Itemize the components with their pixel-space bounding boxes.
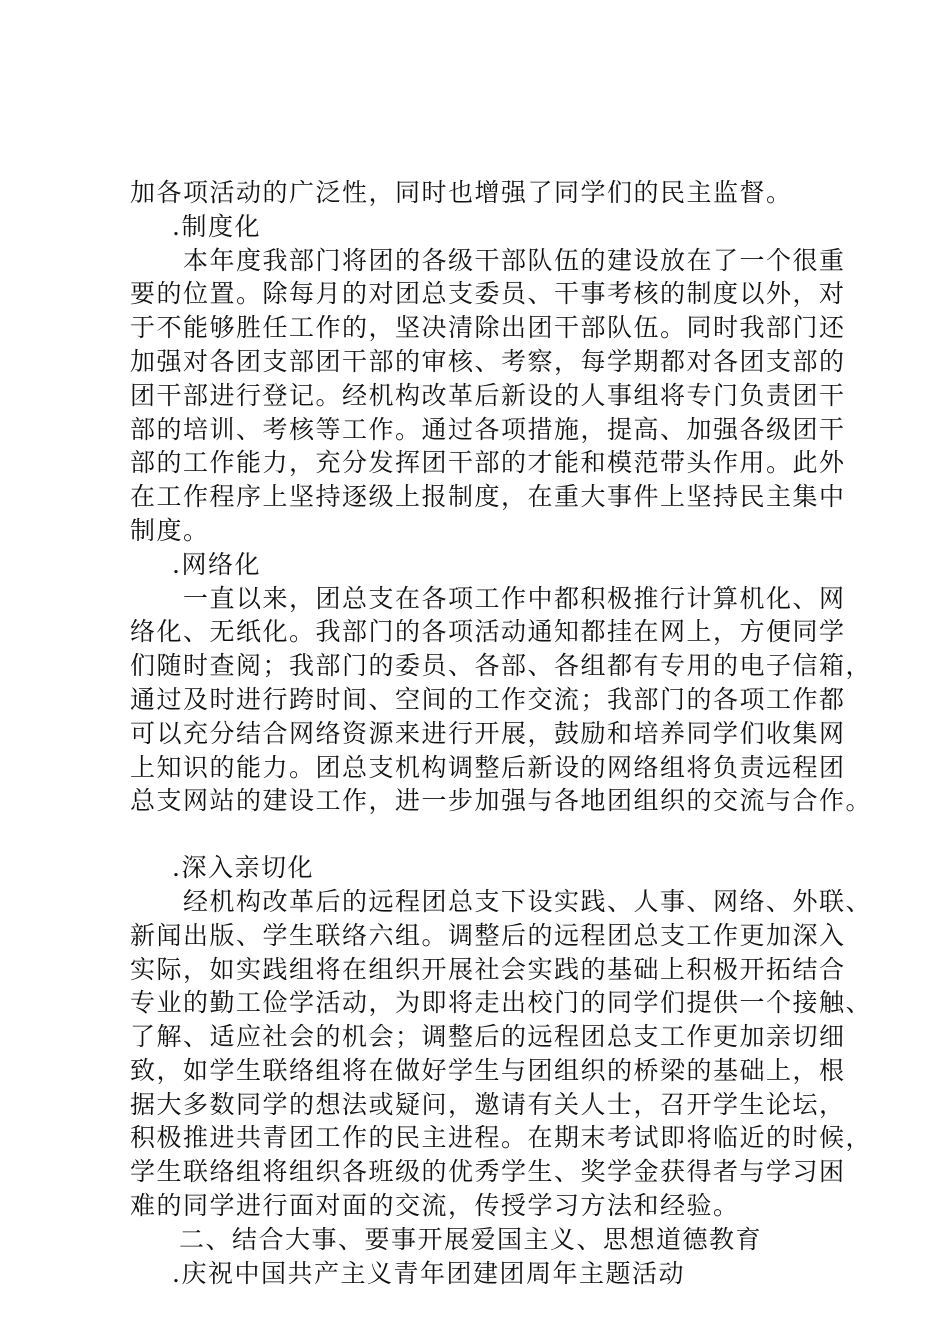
- text-line: 在工作程序上坚持逐级上报制度，在重大事件上坚持民主集中: [130, 482, 846, 511]
- text-line: 上知识的能力。团总支机构调整后新设的网络组将负责远程团: [130, 753, 846, 782]
- text-line: 本年度我部门将团的各级干部队伍的建设放在了一个很重: [183, 246, 846, 275]
- text-line: 通过及时进行跨时间、空间的工作交流；我部门的各项工作都: [130, 685, 846, 714]
- text-line: 据大多数同学的想法或疑问，邀请有关人士，召开学生论坛，: [130, 1090, 846, 1119]
- text-line: 难的同学进行面对面的交流，传授学习方法和经验。: [130, 1191, 740, 1220]
- text-line: 络化、无纸化。我部门的各项活动通知都挂在网上，方便同学: [130, 617, 846, 646]
- text-line: 一直以来，团总支在各项工作中都积极推行计算机化、网: [183, 584, 846, 613]
- text-line: 总支网站的建设工作，进一步加强与各地团组织的交流与合作。: [130, 786, 873, 815]
- text-line: 积极推进共青团工作的民主进程。在期末考试即将临近的时候，: [130, 1123, 873, 1152]
- text-line: 部的培训、考核等工作。通过各项措施，提高、加强各级团干: [130, 415, 846, 444]
- text-line: 学生联络组将组织各班级的优秀学生、奖学金获得者与学习困: [130, 1157, 846, 1186]
- text-line: 们随时查阅；我部门的委员、各部、各组都有专用的电子信箱，: [130, 651, 873, 680]
- text-line: 了解、适应社会的机会；调整后的远程团总支工作更加亲切细: [130, 1022, 846, 1051]
- section-heading: 二、结合大事、要事开展爱国主义、思想道德教育: [179, 1225, 763, 1254]
- text-line: 实际，如实践组将在组织开展社会实践的基础上积极开拓结合: [130, 955, 846, 984]
- section-heading: .网络化: [172, 550, 261, 579]
- text-line: 加强对各团支部团干部的审核、考察，每学期都对各团支部的: [130, 347, 846, 376]
- text-line: 于不能够胜任工作的，坚决清除出团干部队伍。同时我部门还: [130, 313, 846, 342]
- section-heading: .庆祝中国共产主义青年团建团周年主题活动: [172, 1259, 685, 1288]
- section-heading: .深入亲切化: [172, 853, 314, 882]
- text-line: 专业的勤工俭学活动，为即将走出校门的同学们提供一个接触、: [130, 988, 873, 1017]
- text-line: 新闻出版、学生联络六组。调整后的远程团总支工作更加深入: [130, 921, 846, 950]
- text-line: 团干部进行登记。经机构改革后新设的人事组将专门负责团干: [130, 381, 846, 410]
- text-line: 经机构改革后的远程团总支下设实践、人事、网络、外联、: [183, 887, 873, 916]
- text-line: 制度。: [130, 516, 210, 545]
- section-heading: .制度化: [172, 212, 261, 241]
- text-line: 可以充分结合网络资源来进行开展，鼓励和培养同学们收集网: [130, 719, 846, 748]
- text-line: 要的位置。除每月的对团总支委员、干事考核的制度以外，对: [130, 279, 846, 308]
- text-line: 加各项活动的广泛性，同时也增强了同学们的民主监督。: [130, 178, 793, 207]
- text-line: 部的工作能力，充分发挥团干部的才能和模范带头作用。此外: [130, 448, 846, 477]
- text-line: 致，如学生联络组将在做好学生与团组织的桥梁的基础上，根: [130, 1056, 846, 1085]
